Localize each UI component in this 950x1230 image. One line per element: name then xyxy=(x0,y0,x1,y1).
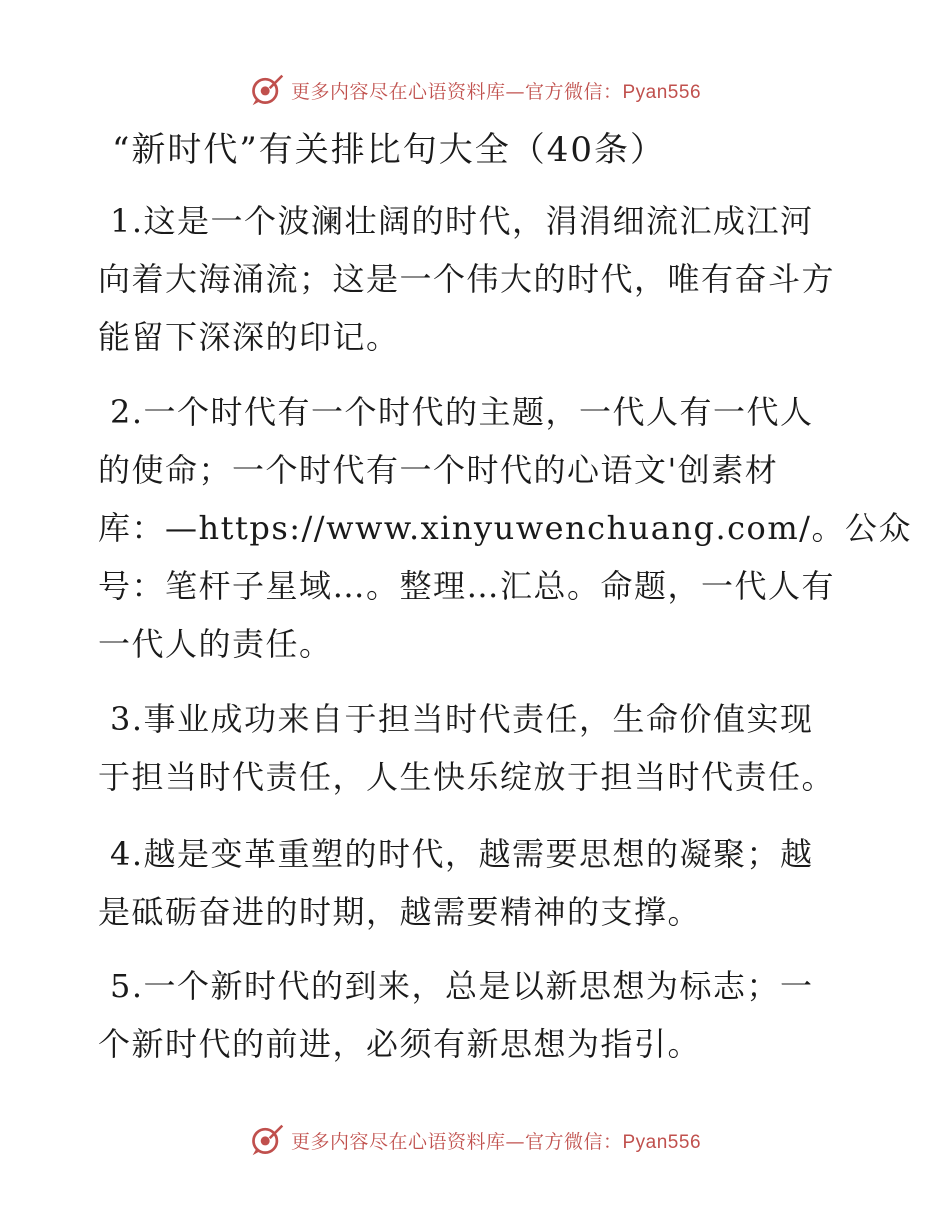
paragraph-1 xyxy=(98,192,858,366)
paragraph-line: 号：笔杆子星域…。整理…汇总。命题，一代人有 xyxy=(98,567,836,605)
paragraph-line: 一代人的责任。 xyxy=(98,625,333,663)
paragraph-line: 向着大海涌流；这是一个伟大的时代，唯有奋斗方 xyxy=(98,260,836,298)
paragraph-5 xyxy=(98,957,858,1073)
paragraph-line: 库：—https://www.xinyuwenchuang.com/。公众 xyxy=(98,509,912,547)
wechat-id: Pyan556 xyxy=(622,81,702,103)
banner-text: 更多内容尽在心语资料库—官方微信：Pyan556 xyxy=(290,80,702,103)
paragraph-3 xyxy=(98,690,858,806)
footer-banner xyxy=(0,1120,950,1160)
header-banner xyxy=(0,70,950,110)
document-title: “新时代”有关排比句大全（40条） xyxy=(112,130,667,170)
pen-logo-icon xyxy=(249,72,285,108)
paragraph-line: 3.事业成功来自于担当时代责任，生命价值实现 xyxy=(110,700,814,738)
paragraph-line: 能留下深深的印记。 xyxy=(98,318,400,356)
paragraph-line: 4.越是变革重塑的时代，越需要思想的凝聚；越 xyxy=(110,835,814,873)
paragraph-line: 2.一个时代有一个时代的主题，一代人有一代人 xyxy=(110,393,814,431)
paragraph-4 xyxy=(98,825,858,941)
pen-logo-icon xyxy=(249,1122,285,1158)
banner-text: 更多内容尽在心语资料库—官方微信：Pyan556 xyxy=(290,1130,702,1153)
paragraph-line: 的使命；一个时代有一个时代的心语文'创素材 xyxy=(98,451,779,489)
paragraph-line: 5.一个新时代的到来，总是以新思想为标志；一 xyxy=(110,967,814,1005)
paragraph-line: 于担当时代责任，人生快乐绽放于担当时代责任。 xyxy=(98,758,836,796)
wechat-id: Pyan556 xyxy=(622,1131,702,1153)
paragraph-line: 1.这是一个波澜壮阔的时代，涓涓细流汇成江河 xyxy=(110,202,814,240)
paragraph-2 xyxy=(98,383,912,673)
paragraph-line: 个新时代的前进，必须有新思想为指引。 xyxy=(98,1025,702,1063)
paragraph-line: 是砥砺奋进的时期，越需要精神的支撑。 xyxy=(98,893,702,931)
